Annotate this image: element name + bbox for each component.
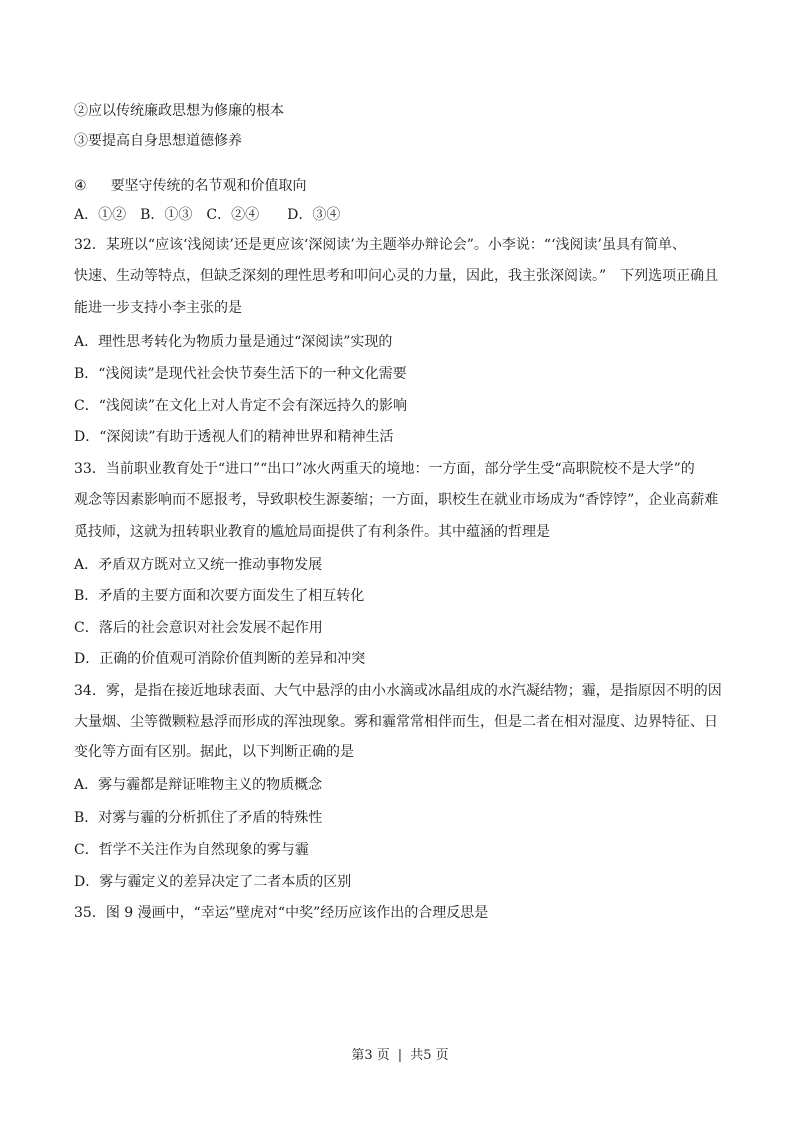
- question-33-option-c: C．落后的社会意识对社会发展不起作用: [74, 620, 323, 636]
- option-text: 要坚守传统的名节观和价值取向: [110, 178, 307, 194]
- question-34-line-3: 变化等方面有区别。据此，以下判断正确的是: [74, 744, 354, 760]
- option-line-4: [74, 176, 734, 196]
- page-total: 共5 页: [410, 1048, 449, 1063]
- question-32-line-2: 快速、生动等特点，但缺乏深刻的理性思考和叩问心灵的力量，因此，我主张深阅读。” 下列选项正确且: [74, 268, 719, 284]
- question-33-option-b: B．矛盾的主要方面和次要方面发生了相互转化: [74, 588, 365, 604]
- answer-choices-31: A．①② B．①③ C．②④ D．③④: [74, 207, 341, 223]
- question-32-option-a: A．理性思考转化为物质力量是通过“深阅读”实现的: [74, 334, 393, 350]
- question-32-option-c: C．“浅阅读”在文化上对人肯定不会有深远持久的影响: [74, 398, 408, 414]
- question-32-option-b: B．“浅阅读”是现代社会快节奏生活下的一种文化需要: [74, 366, 407, 382]
- question-33-option-a: A．矛盾双方既对立又统一推动事物发展: [74, 557, 323, 573]
- question-32-line-1: 32．某班以“应该‘浅阅读’还是更应该‘深阅读’为主题举办辩论会”。小李说：“‘浅阅读’虽具有简单、: [74, 237, 686, 253]
- question-33-option-d: D．正确的价值观可消除价值判断的差异和冲突: [74, 651, 366, 667]
- question-34-line-2: 大量烟、尘等微颗粒悬浮而形成的浑浊现象。雾和霾常常相伴而生，但是二者在相对湿度、边界特征、日: [74, 714, 718, 730]
- question-32-line-3: 能进一步支持小李主张的是: [74, 300, 242, 316]
- question-35-line-1: 35．图 9 漫画中，“幸运”壁虎对“中奖”经历应该作出的合理反思是: [74, 905, 489, 921]
- question-33-line-2: 观念等因素影响而不愿报考，导致职校生源萎缩；一方面，职校生在就业市场成为“香饽饽”，企业高薪难: [74, 492, 719, 508]
- question-33-line-3: 觅技师，这就为扭转职业教育的尴尬局面提供了有利条件。其中蕴涵的哲理是: [74, 524, 550, 540]
- option-line-2: ②应以传统廉政思想为修廉的根本: [74, 103, 284, 119]
- option-number: ④: [74, 178, 87, 194]
- question-34-option-b: B．对雾与霾的分析抓住了矛盾的特殊性: [74, 810, 323, 826]
- page-number: 第3 页: [351, 1048, 390, 1063]
- option-line-3: ③要提高自身思想道德修养: [74, 133, 242, 149]
- question-34-line-1: 34．雾，是指在接近地球表面、大气中悬浮的由小水滴或冰晶组成的水汽凝结物；霾，是指原因不明的因: [74, 683, 722, 699]
- question-34-option-a: A．雾与霾都是辩证唯物主义的物质概念: [74, 777, 323, 793]
- question-34-option-d: D．雾与霾定义的差异决定了二者本质的区别: [74, 874, 352, 890]
- footer-separator: |: [397, 1048, 403, 1063]
- page-footer: [0, 1047, 800, 1065]
- question-33-line-1: 33．当前职业教育处于“进口”“出口”冰火两重天的境地：一方面，部分学生受“高职院校不是大学”的: [74, 461, 695, 477]
- question-34-option-c: C．哲学不关注作为自然现象的雾与霾: [74, 842, 309, 858]
- question-32-option-d: D．“深阅读”有助于透视人们的精神世界和精神生活: [74, 429, 394, 445]
